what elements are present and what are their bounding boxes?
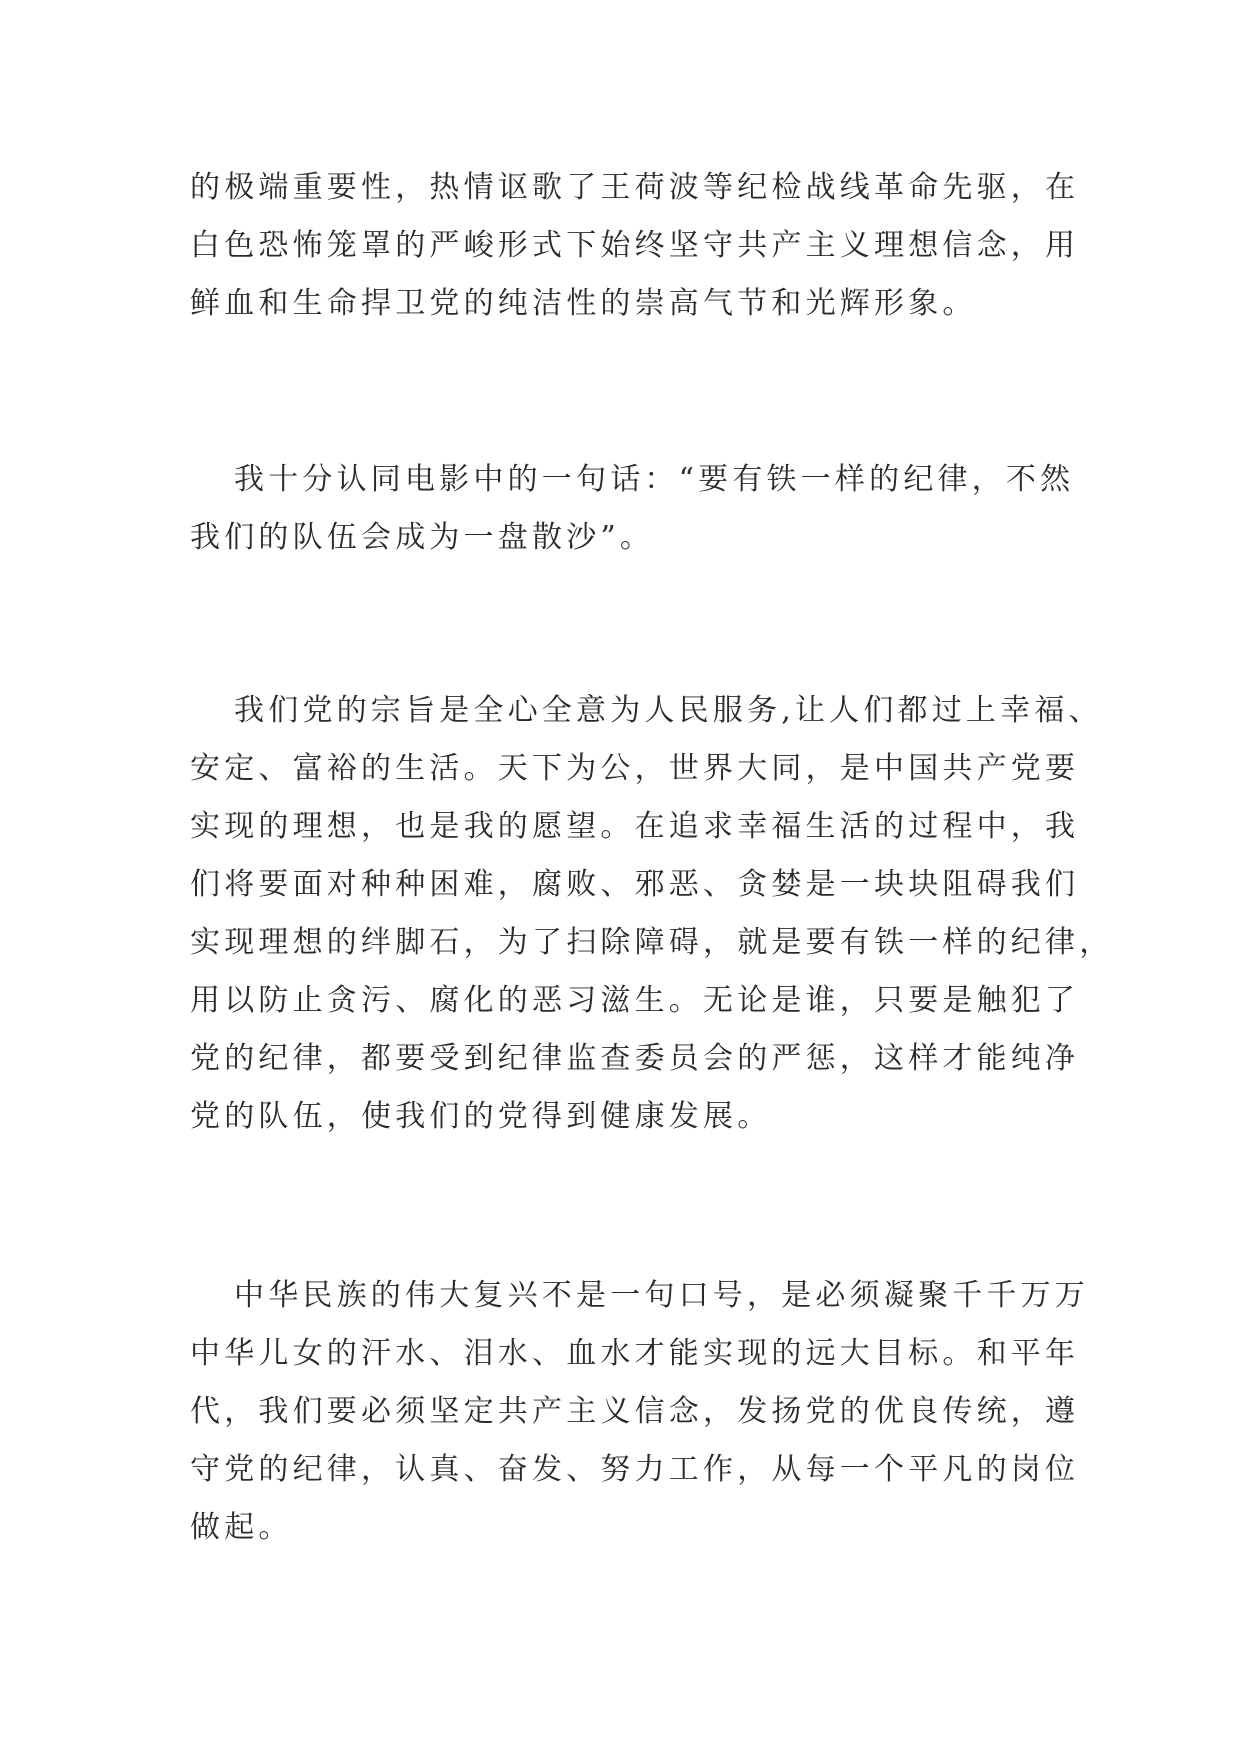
paragraph-2 <box>190 451 1075 567</box>
text-line: 鲜血和生命捍卫党的纯洁性的崇高气节和光辉形象。 <box>190 286 977 321</box>
text-line: 白色恐怖笼罩的严峻形式下始终坚守共产主义理想信念，用 <box>190 228 1080 263</box>
text-line: 实现理想的绊脚石，为了扫除障碍，就是要有铁一样的纪律， <box>190 925 1114 960</box>
paragraph-4 <box>190 1267 1089 1557</box>
text-line: 守党的纪律，认真、奋发、努力工作，从每一个平凡的岗位 <box>190 1452 1080 1487</box>
text-line: 用以防止贪污、腐化的恶习滋生。无论是谁，只要是触犯了 <box>190 983 1080 1018</box>
text-line: 中华民族的伟大复兴不是一句口号，是必须凝聚千千万万 <box>234 1278 1089 1313</box>
text-line: 代，我们要必须坚定共产主义信念，发扬党的优良传统，遵 <box>190 1394 1080 1429</box>
text-line: 的极端重要性，热情讴歌了王荷波等纪检战线革命先驱，在 <box>190 170 1080 205</box>
text-line: 实现的理想，也是我的愿望。在追求幸福生活的过程中，我 <box>190 809 1080 844</box>
paragraph-1 <box>190 159 1080 333</box>
text-line: 党的纪律，都要受到纪律监查委员会的严惩，这样才能纯净 <box>190 1041 1080 1076</box>
text-line: 们将要面对种种困难，腐败、邪恶、贪婪是一块块阻碍我们 <box>190 867 1080 902</box>
text-line: 中华儿女的汗水、泪水、血水才能实现的远大目标。和平年 <box>190 1336 1080 1371</box>
text-line: 我们党的宗旨是全心全意为人民服务,让人们都过上幸福、 <box>234 693 1103 728</box>
text-line: 安定、富裕的生活。天下为公，世界大同，是中国共产党要 <box>190 751 1080 786</box>
text-line: 做起。 <box>190 1510 293 1545</box>
paragraph-3 <box>190 682 1114 1146</box>
text-line: 我十分认同电影中的一句话：“要有铁一样的纪律，不然 <box>234 462 1075 497</box>
text-line: 党的队伍，使我们的党得到健康发展。 <box>190 1099 772 1134</box>
text-line: 我们的队伍会成为一盘散沙”。 <box>190 520 655 555</box>
